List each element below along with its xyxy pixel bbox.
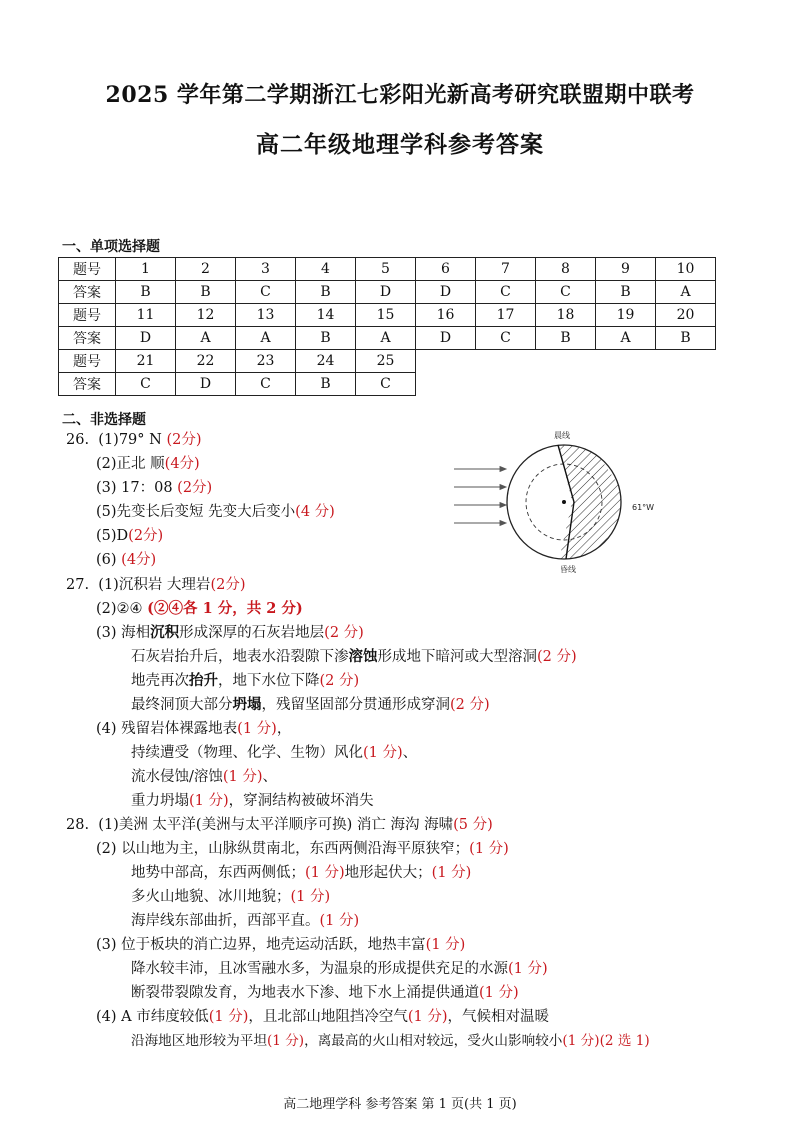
table-cell: A [656,281,716,304]
q27-line-10 [131,791,374,811]
question-number: 28. [66,817,90,833]
q28-line-4 [131,887,330,907]
answer-text: (4) 残留岩体裸露地表 [96,721,238,737]
answer-text: ， [276,721,292,737]
choose-note: (2 选 1) [599,1033,650,1049]
answer-text: 断裂带裂隙发育，为地表水下渗、地下水上涌提供通道 [131,985,479,1001]
table-cell: 18 [536,304,596,327]
answer-text: (3) 17：08 [96,480,178,496]
score-label: (②④各 1 分，共 2 分) [147,600,303,617]
q28-line-5 [131,911,359,931]
table-cell: 7 [476,258,536,281]
table-row [59,327,716,350]
table-cell: 答案 [59,373,116,396]
q27-line-9 [131,767,277,787]
table-cell: B [596,281,656,304]
score-label: (1 分) [508,961,548,977]
score-label: (2分) [166,432,202,448]
table-cell: 16 [416,304,476,327]
longitude-label: 61°W [632,503,655,512]
q28-line-8 [131,983,519,1003]
q28-line-10 [131,1031,650,1051]
score-label: (2 分) [324,625,364,641]
table-cell: 答案 [59,281,116,304]
answer-text: 地势中部高，东西两侧低； [131,865,305,881]
table-empty-area [416,373,716,396]
answer-text: ，且北部山地阻挡冷空气 [248,1009,408,1025]
table-cell: C [116,373,176,396]
score-label: (1 分) [407,1009,448,1025]
table-cell: C [236,281,296,304]
table-cell: 6 [416,258,476,281]
score-label: (1 分) [562,1033,600,1049]
answer-text: 海岸线东部曲折，西部平直。 [131,913,320,929]
table-cell: B [656,327,716,350]
score-label: (4分) [164,456,200,472]
score-label: (2分) [177,480,213,496]
table-cell: 9 [596,258,656,281]
terminator-diagram [440,425,670,575]
terminator-dusk-label: 昏线 [560,565,576,574]
table-cell: 20 [656,304,716,327]
table-cell: 8 [536,258,596,281]
keyword: 坍塌 [232,696,262,713]
score-label: (1 分) [222,769,263,785]
q27-line-6 [131,695,490,715]
table-cell: C [356,373,416,396]
table-cell: C [536,281,596,304]
keyword: 抬升 [189,672,218,689]
score-label: (1 分) [431,865,472,881]
table-cell: 11 [116,304,176,327]
score-label: (1 分) [208,1009,249,1025]
q28-line-6 [96,935,465,955]
score-label: (2 分) [537,649,577,665]
page-title: 2025 学年第二学期浙江七彩阳光新高考研究联盟期中联考 [105,82,695,108]
q26-line-6 [96,550,156,570]
table-cell: 题号 [59,350,116,373]
answer-text: 多火山地貌、冰川地貌； [131,889,291,905]
answer-text: (5)先变长后变短 先变大后变小 [96,504,296,520]
table-cell: 10 [656,258,716,281]
score-label: (4 分) [295,504,335,520]
score-label: (1 分) [305,865,345,881]
table-cell: D [416,281,476,304]
table-cell: 15 [356,304,416,327]
q27-line-3 [96,623,364,643]
table-cell: 14 [296,304,356,327]
table-row [59,304,716,327]
table-cell: 题号 [59,258,116,281]
table-row [59,281,716,304]
q27-line-7 [96,719,291,739]
answer-text: 重力坍塌 [131,793,189,809]
q28-line-3 [131,863,471,883]
table-cell: B [296,327,356,350]
score-label: (2 分) [319,673,360,689]
q28-line-1 [66,815,493,835]
answer-text: (2)②④ [96,601,148,617]
answer-text: 、 [262,769,278,785]
answer-text: 、 [402,745,418,761]
table-row [59,373,716,396]
table-cell: A [356,327,416,350]
table-empty-area [416,350,716,373]
table-cell: 23 [236,350,296,373]
answer-text: (6) [96,552,122,568]
table-row [59,350,716,373]
table-cell: D [356,281,416,304]
answer-text: (4) A 市纬度较低 [96,1009,209,1025]
q27-line-5 [131,671,359,691]
table-cell: 5 [356,258,416,281]
answer-text: (2) 以山地为主，山脉纵贯南北，东西两侧沿海平原狭窄； [96,841,470,857]
q26-line-5 [96,526,163,546]
table-cell: D [416,327,476,350]
answer-text: ，离最高的火山相对较远，受火山影响较小 [304,1033,563,1049]
q28-line-2 [96,839,509,859]
answer-text: 持续遭受（物理、化学、生物）风化 [131,745,363,761]
score-label: (1 分) [266,1033,305,1049]
answer-text: ，残留坚固部分贯通形成穿洞 [261,697,450,713]
table-cell: D [116,327,176,350]
table-cell: B [536,327,596,350]
table-cell: 2 [176,258,236,281]
answer-text: 地壳再次 [131,673,189,689]
answer-table [58,257,716,396]
table-cell: 17 [476,304,536,327]
score-label: (4分) [121,552,157,568]
question-number: 27. [66,577,90,593]
score-label: (1 分) [469,841,509,857]
q27-line-1 [66,575,245,595]
answer-text: 石灰岩抬升后，地表水沿裂隙下渗 [131,649,349,665]
score-label: (1 分) [363,745,403,761]
table-cell: C [476,327,536,350]
table-cell: 19 [596,304,656,327]
table-cell: 13 [236,304,296,327]
q27-line-8 [131,743,417,763]
score-label: (5 分) [453,817,493,833]
score-label: (1 分) [319,913,360,929]
score-label: (2分) [210,577,246,593]
answer-text: ，气候相对温暖 [447,1009,550,1025]
table-cell: C [236,373,296,396]
question-number: 26. [66,432,90,448]
section2-title: 二、非选择题 [62,412,146,428]
q28-line-9 [96,1007,549,1027]
answer-text: (5)D [96,528,129,544]
q27-line-2 [96,599,303,619]
answer-text: 形成深厚的石灰岩地层 [179,625,325,641]
page-subtitle: 高二年级地理学科参考答案 [256,131,544,158]
answer-text: 最终洞顶大部分 [131,697,233,713]
terminator-dawn-label: 晨线 [554,431,570,440]
section1-title: 一、单项选择题 [62,239,160,255]
score-label: (2分) [128,528,164,544]
q27-line-4 [131,647,577,667]
score-label: (1 分) [479,985,519,1001]
answer-text: (2)正北 顺 [96,456,165,472]
keyword: 溶蚀 [348,648,378,665]
answer-text: ，穿洞结构被破坏消失 [228,793,374,809]
keyword: 沉积 [150,624,180,641]
table-cell: 3 [236,258,296,281]
table-cell: 22 [176,350,236,373]
q26-line-2 [96,454,200,474]
table-cell: 答案 [59,327,116,350]
q28-line-7 [131,959,548,979]
q26-line-3 [96,478,212,498]
score-label: (1 分) [290,889,331,905]
answer-text: 地形起伏大； [344,865,432,881]
answer-text: (3) 海相 [96,625,151,641]
q26-line-1 [66,430,201,450]
table-cell: A [176,327,236,350]
table-cell: A [596,327,656,350]
table-cell: 25 [356,350,416,373]
table-cell: D [176,373,236,396]
score-label: (1 分) [189,793,229,809]
answer-text: 形成地下暗河或大型溶洞 [377,649,537,665]
answer-text: 流水侵蚀/溶蚀 [131,769,223,785]
sunlight-arrows [454,467,506,526]
score-label: (1 分) [425,937,466,953]
pole-point [562,500,566,504]
answer-text: 降水较丰沛，且冰雪融水多，为温泉的形成提供充足的水源 [131,961,508,977]
table-cell: 21 [116,350,176,373]
q26-line-4 [96,502,335,522]
answer-text: 沿海地区地形较为平坦 [131,1033,267,1049]
answer-text: (1)美洲 太平洋(美洲与太平洋顺序可换) 消亡 海沟 海啸 [98,817,454,833]
score-label: (1 分) [237,721,277,737]
table-row [59,258,716,281]
answer-text: (1)沉积岩 大理岩 [98,577,211,593]
table-cell: B [176,281,236,304]
table-cell: C [476,281,536,304]
table-cell: 12 [176,304,236,327]
table-cell: 题号 [59,304,116,327]
answer-text: ，地下水位下降 [218,673,320,689]
table-cell: B [296,281,356,304]
score-label: (2 分) [450,697,490,713]
page-footer: 高二地理学科 参考答案 第 1 页(共 1 页) [283,1097,517,1112]
table-cell: A [236,327,296,350]
table-cell: B [116,281,176,304]
answer-text: (3) 位于板块的消亡边界，地壳运动活跃，地热丰富 [96,937,426,953]
table-cell: 4 [296,258,356,281]
table-cell: B [296,373,356,396]
table-cell: 24 [296,350,356,373]
answer-text: (1)79° N [98,432,167,448]
table-cell: 1 [116,258,176,281]
